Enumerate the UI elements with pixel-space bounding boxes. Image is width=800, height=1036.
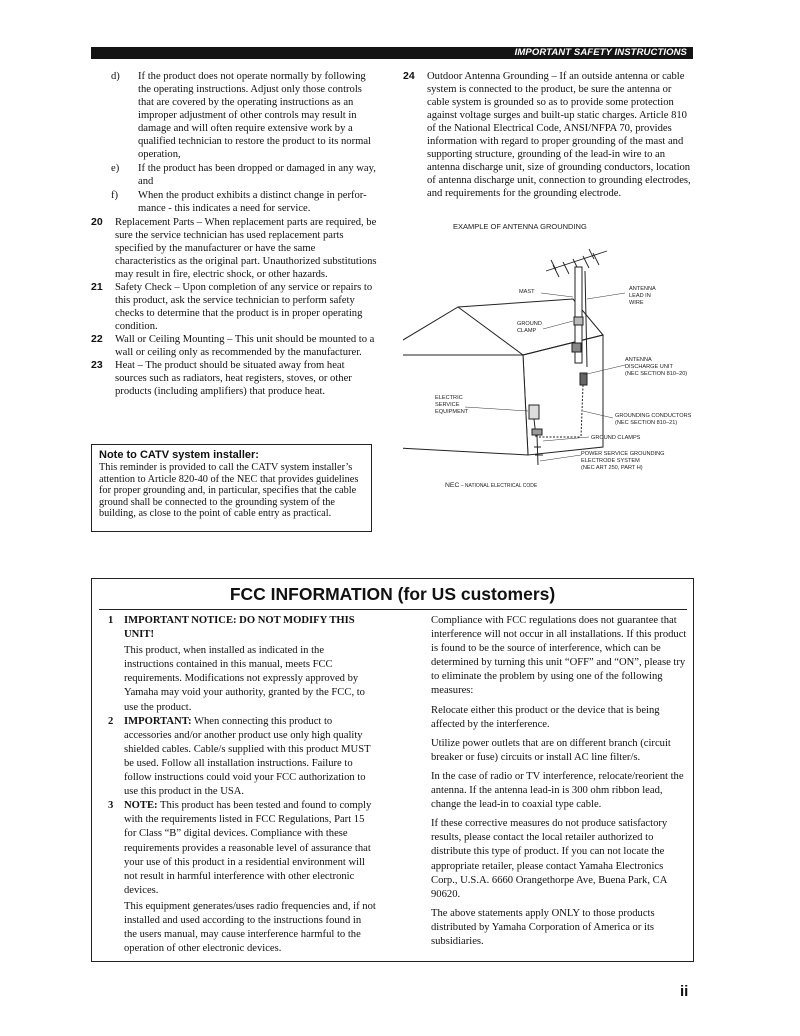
page-number: ii <box>680 983 689 1000</box>
list-item <box>91 70 377 161</box>
item-text: If the product has been dropped or damaged in any way, and <box>138 163 376 187</box>
item-heading: IMPORTANT NOTICE: DO NOT MODIFY THIS UNIT! <box>124 615 355 641</box>
list-item <box>91 162 377 188</box>
label-power-service: POWER SERVICE GROUNDING <box>581 451 665 457</box>
footnote-text: – NATIONAL ELECTRICAL CODE <box>459 483 538 489</box>
note-body: This reminder is provided to call the CATV system installer’s attention to Article 820-40 of the NEC that provides guidelines for proper grounding and, in particular, specifies that the cable ground shall be connected to the grounding system of the building, as close to the point of cable entry as practical. <box>99 462 359 520</box>
label-mast: MAST <box>519 289 535 295</box>
label-electric-service: EQUIPMENT <box>435 409 469 415</box>
item-letter: d) <box>111 71 120 82</box>
item-text: If the product does not operate normally by following the operating instructions. Adjust only those controls that are covered by the operating instructions as an improper adjustment of other controls may result in damage and will often require extensive work by a qualified technician to restore the product to its normal operation, <box>138 71 371 160</box>
fcc-left-column <box>108 614 376 956</box>
label-antenna-lead: ANTENNA <box>629 286 656 292</box>
fcc-item <box>108 715 376 800</box>
fcc-paragraph: Compliance with FCC regulations does not guarantee that interference will not occur in all installations. If this product is found to be the source of interference, which can be determined by turning this unit “OFF” and “ON”, please try to eliminate the problem by using one of the following measures: <box>431 615 687 697</box>
diagram-footnote <box>445 482 538 489</box>
list-item <box>403 70 693 200</box>
label-electric-service: SERVICE <box>435 402 460 408</box>
item-number: 20 <box>91 216 103 228</box>
label-discharge-unit: DISCHARGE UNIT <box>625 364 673 370</box>
item-heading: NOTE: <box>124 800 158 812</box>
label-discharge-unit: (NEC SECTION 810–20) <box>625 371 688 377</box>
label-grounding-conductors: GROUNDING CONDUCTORS <box>615 413 692 419</box>
house-icon <box>403 299 603 455</box>
catv-note-box <box>91 444 372 532</box>
label-antenna-lead: WIRE <box>629 300 644 306</box>
fcc-paragraph: Utilize power outlets that are on different branch (circuit breaker or fuse) circuits or install AC line filter/s. <box>431 737 671 763</box>
section-header-bar <box>91 47 693 59</box>
item-text: Replacement Parts – When replacement parts are required, be sure the service technician has used replacement parts specified by the manufacturer or have the same characteristics as the original part. Unauthorized substitutions may result in fire, electric shock, or other hazards. <box>115 217 377 280</box>
list-item <box>91 189 377 215</box>
fcc-item-text: This product, when installed as indicated in the instructions contained in this manual, meets FCC requirements. Modifications not expressly approved by Yamaha may void your authority, granted by the FCC, to use the product. <box>124 645 365 713</box>
item-letter: f) <box>111 190 119 201</box>
list-item <box>91 333 377 359</box>
fcc-title-rule <box>99 609 687 610</box>
footnote-abbr: NEC <box>445 482 460 489</box>
label-electric-service: ELECTRIC <box>435 395 463 401</box>
list-item <box>91 359 377 398</box>
fcc-paragraph: The above statements apply ONLY to those products distributed by Yamaha Corporation of America or its subsidiaries. <box>431 907 655 947</box>
antenna-grounding-diagram <box>403 215 703 493</box>
item-number: 2 <box>108 715 114 727</box>
note-title: Note to CATV system installer: <box>99 449 259 461</box>
label-ground-clamp: GROUND <box>517 321 542 327</box>
item-text: Outdoor Antenna Grounding – If an outside antenna or cable system is connected to the product, be sure the antenna or cable system is grounded so as to provide some protection against voltage surges and built-up static charges. Article 810 of the National Electrical Code, ANSI/NFPA 70, provides information with regard to proper grounding of the mast and supporting structure, grounding of the lead-in wire to an antenna discharge unit, size of grounding conductors, location of antenna discharge unit, connection to grounding electrodes, and requirements for the grounding electrode. <box>427 71 691 199</box>
fcc-right-column <box>431 614 689 954</box>
label-antenna-lead: LEAD IN <box>629 293 651 299</box>
item-text: This product has been tested and found to comply with the requirements listed in FCC Regulations, Part 15 for Class “B” digital devices. Compliance with these requirements provides a reasonable level of assurance that your use of this product in a residential environment will not result in harmful interference with other electronic devices. <box>124 800 372 896</box>
item-number: 24 <box>403 70 415 82</box>
item-text: Safety Check – Upon completion of any service or repairs to this product, ask the service technician to perform safety checks to determine that the product is in proper operating condition. <box>115 282 373 332</box>
right-column <box>403 70 693 200</box>
item-text: When connecting this product to accessories and/or another product use only high quality shielded cables. Cable/s supplied with this product MUST be used. Follow all installation instructions. Failure to follow instructions could void your FCC authorization to use this product in the USA. <box>124 715 371 798</box>
item-text: Heat – The product should be situated away from heat sources such as radiators, heat registers, stoves, or other products (including amplifiers) that produce heat. <box>115 360 352 397</box>
list-item <box>91 216 377 281</box>
fcc-item <box>108 614 376 642</box>
diagram-title: EXAMPLE OF ANTENNA GROUNDING <box>453 222 587 231</box>
fcc-item <box>108 799 376 898</box>
fcc-information-box <box>91 578 694 962</box>
fcc-paragraph: Relocate either this product or the device that is being affected by the interference. <box>431 704 660 730</box>
item-number: 23 <box>91 359 103 371</box>
fcc-paragraph: In the case of radio or TV interference, relocate/reorient the antenna. If the antenna lead-in is 300 ohm ribbon lead, change the lead-in to coaxial type cable. <box>431 770 684 811</box>
item-number: 3 <box>108 800 114 812</box>
item-heading: IMPORTANT: <box>124 715 192 727</box>
item-text: When the product exhibits a distinct change in perfor-mance - this indicates a need for service. <box>138 190 367 214</box>
list-item <box>91 281 377 333</box>
fcc-item-text: This equipment generates/uses radio frequencies and, if not installed and used according to the instructions found in the users manual, may cause interference harmful to the operation of other electronic devices. <box>124 900 376 955</box>
label-ground-clamp: CLAMP <box>517 328 537 334</box>
left-column <box>91 70 377 398</box>
item-text: Wall or Ceiling Mounting – This unit should be mounted to a wall or ceiling only as recommended by the manufacturer. <box>115 334 375 358</box>
section-header-title: IMPORTANT SAFETY INSTRUCTIONS <box>514 47 687 58</box>
label-power-service: ELECTRODE SYSTEM <box>581 458 640 464</box>
item-number: 22 <box>91 333 103 345</box>
item-number: 21 <box>91 281 103 293</box>
label-grounding-conductors: (NEC SECTION 810–21) <box>615 420 678 426</box>
fcc-title: FCC INFORMATION (for US customers) <box>229 584 556 604</box>
label-discharge-unit: ANTENNA <box>625 357 652 363</box>
label-ground-clamps: GROUND CLAMPS <box>591 435 641 441</box>
label-power-service: (NEC ART 250, PART H) <box>581 465 643 471</box>
item-number: 1 <box>108 615 114 626</box>
fcc-paragraph: If these corrective measures do not produce satisfactory results, please contact the local retailer authorized to distribute this type of product. If you can not locate the appropriate retailer, please contact Yamaha Electronics Corp., U.S.A. 6660 Orangethorpe Ave, Buena Park, CA 90620. <box>431 818 668 900</box>
item-letter: e) <box>111 163 120 174</box>
